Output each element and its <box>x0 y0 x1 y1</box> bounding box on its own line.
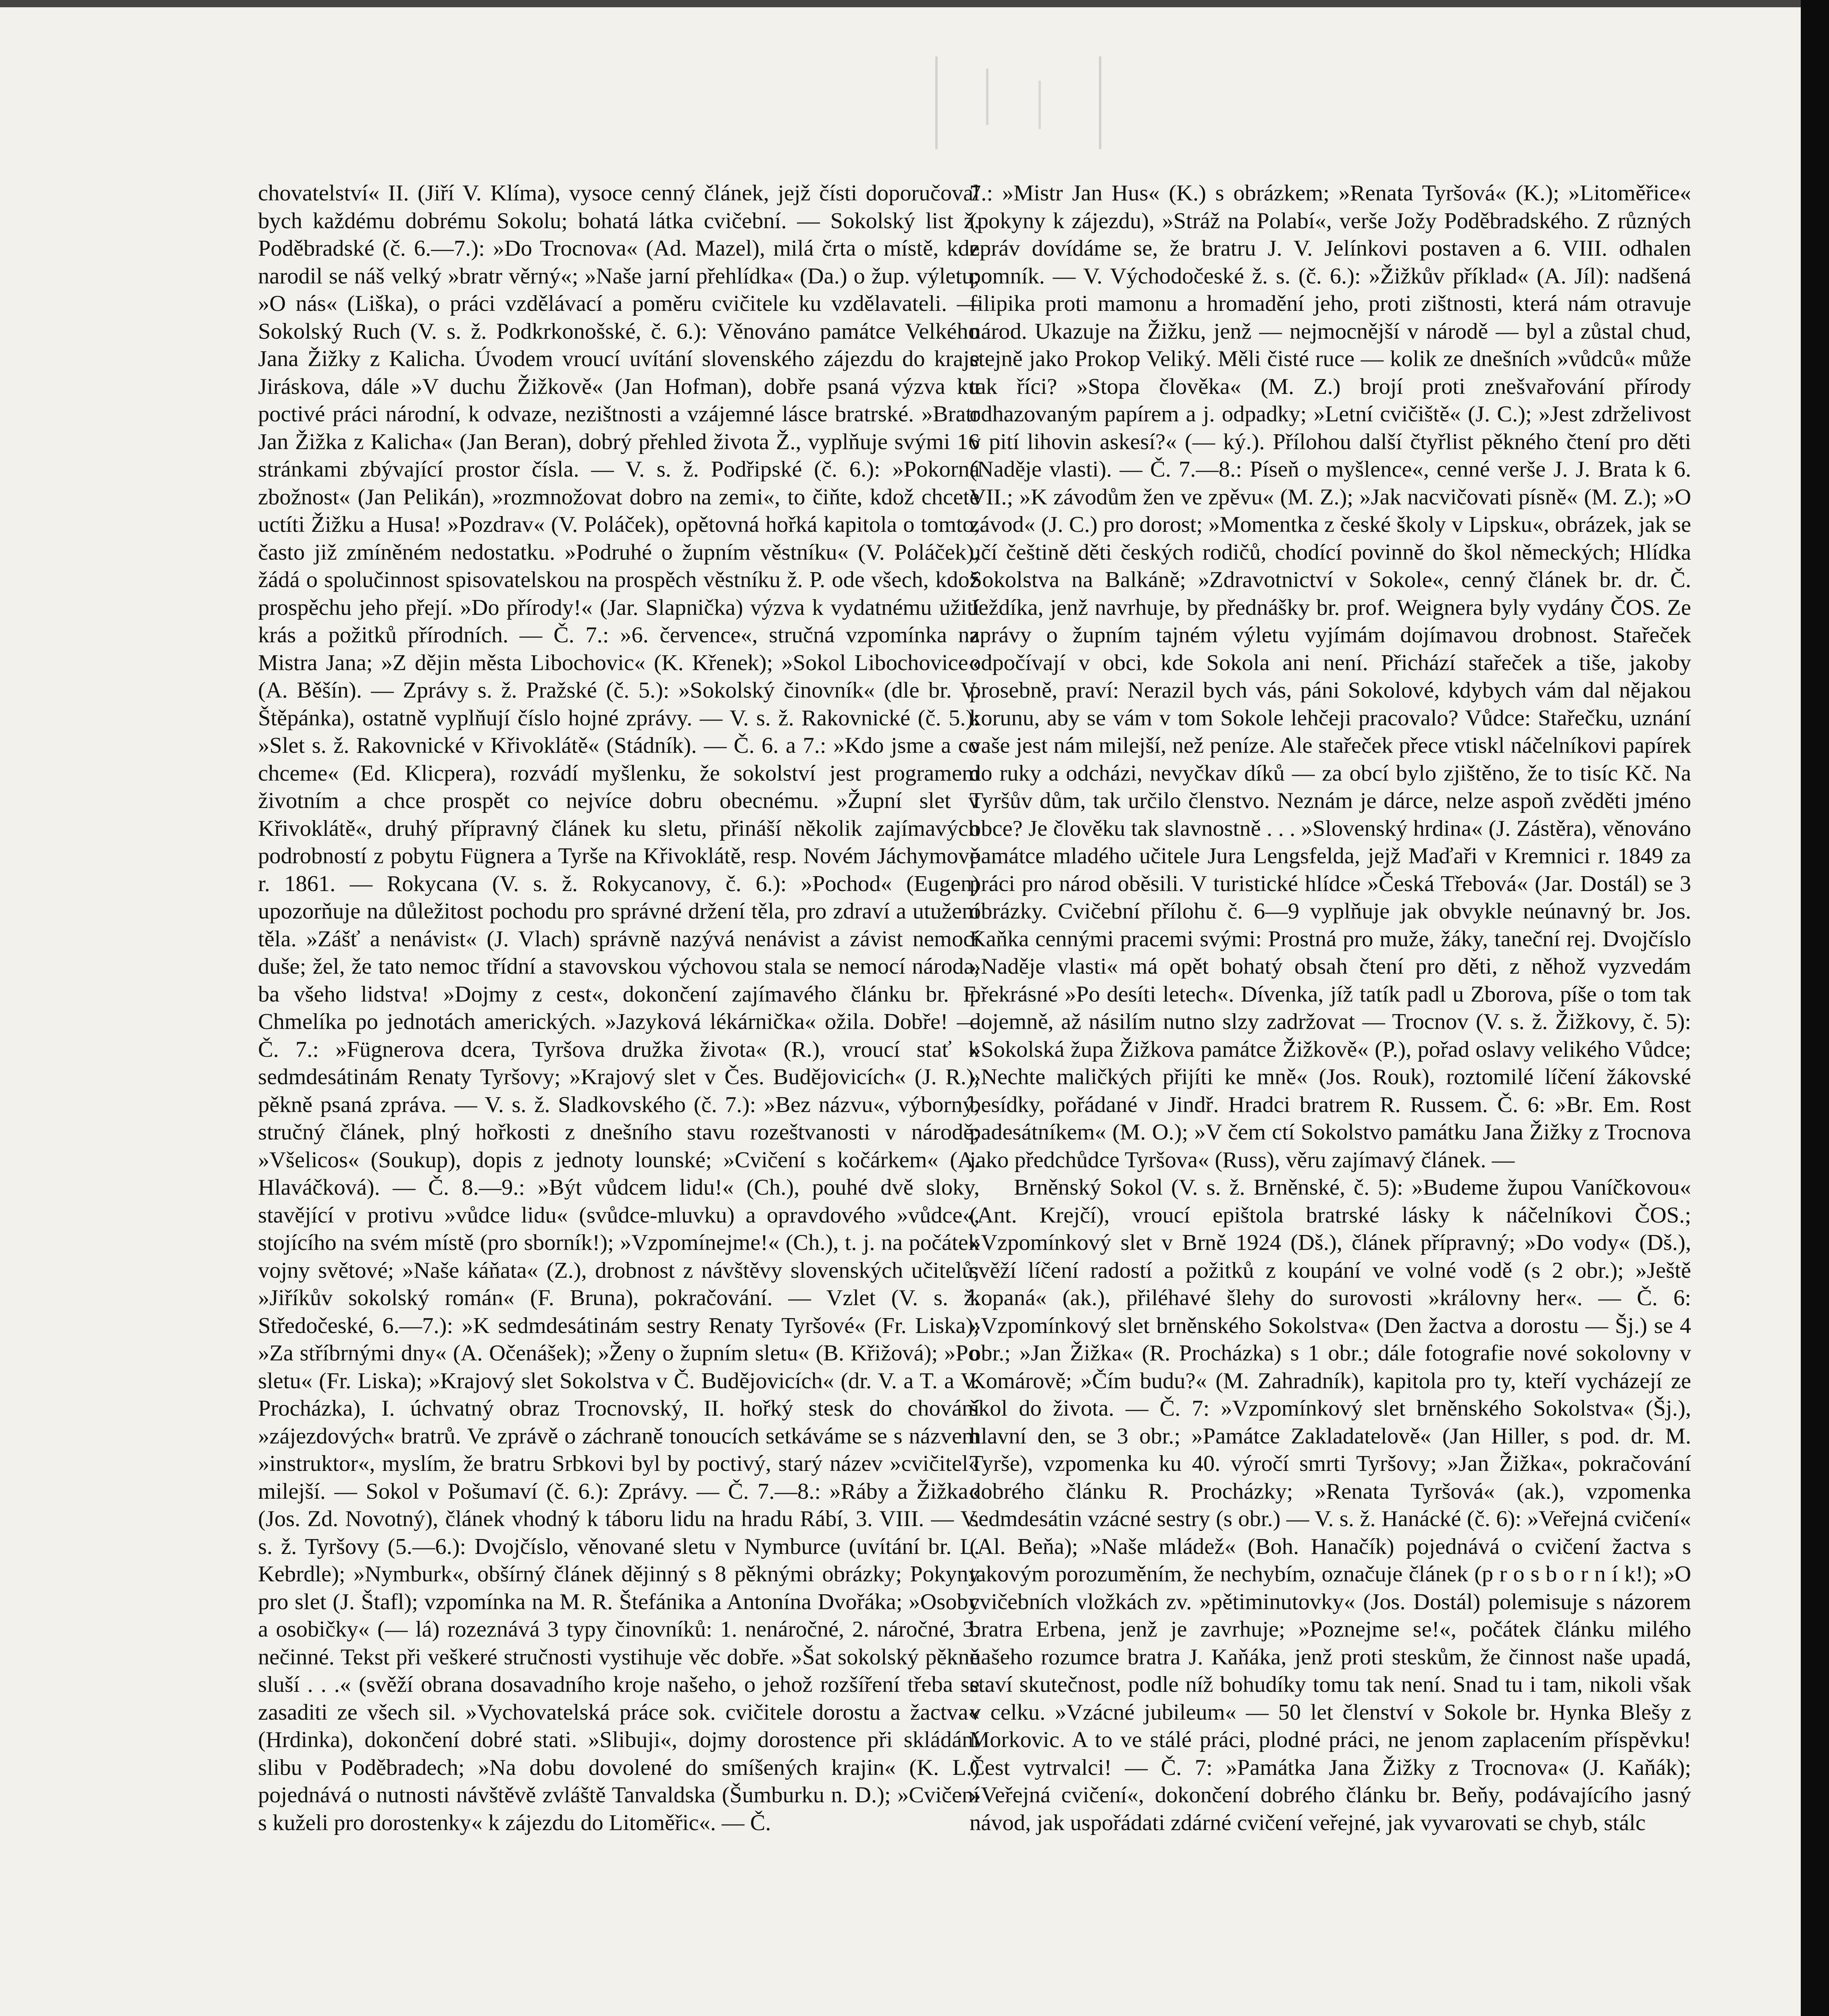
left-column <box>258 179 980 2016</box>
right-column-paragraph: 7.: »Mistr Jan Hus« (K.) s obrázkem; »Renata Tyršová« (K.); »Litoměřice« (pokyny k zájezdu), »Stráž na Polabí«, verše Jožy Poděbradského. Z různých zpráv dovídáme se, že bratru J. V. Jelínkovi postaven a 6. VIII. odhalen pomník. — V. Východočeské ž. s. (č. 6.): »Žižkův příklad« (A. Jíl): nadšená filipika proti mamonu a hromadění jeho, proti zištnosti, která nám otravuje národ. Ukazuje na Žižku, jenž — nejmocnější v národě — byl a zůstal chud, stejně jako Prokop Veliký. Měli čisté ruce — kolik ze dnešních »vůdců« může tak říci? »Stopa člověka« (M. Z.) brojí proti znešvařování přírody odhazovaným papírem a j. odpadky; »Letní cvičiště« (J. C.); »Jest zdrželivost v pití lihovin askesí?« (— ký.). Přílohou další čtyřlist pěkného čtení pro děti (Naděje vlasti). — Č. 7.—8.: Píseň o myšlence«, cenné verše J. J. Brata k 6. VII.; »K závodům žen ve zpěvu« (M. Z.); »Jak nacvičovati písně« (M. Z.); »O závod« (J. C.) pro dorost; »Momentka z české školy v Lipsku«, obrázek, jak se učí češtině děti českých rodičů, chodící povinně do škol německých; Hlídka Sokolstva na Balkáně; »Zdravotnictví v Sokole«, cenný článek br. dr. Č. Ježdíka, jenž navrhuje, by přednášky br. prof. Weignera byly vydány ČOS. Ze zprávy o župním tajném výletu vyjímám dojímavou drobnost. Stařeček odpočívají v obci, kde Sokola ani není. Přichází stařeček a tiše, jakoby prosebně, praví: Nerazil bych vás, páni Sokolové, kdybych vám dal nějakou korunu, aby se vám v tom Sokole lehčeji pracovalo? Vůdce: Stařečku, uznání vaše jest nám milejší, než peníze. Ale stařeček přece vtiskl náčelníkovi papírek do ruky a odcházi, nevyčkav díků — za obcí bylo zjištěno, že to tisíc Kč. Na Tyršův dům, tak určilo členstvo. Neznám je dárce, nelze aspoň zvěděti jméno obce? Je člověku tak slavnostně . . . »Slovenský hrdina« (J. Zástěra), věnováno památce mladého učitele Jura Lengsfelda, jejž Maďaři v Kremnici r. 1849 za práci pro národ oběsili. V turistické hlídce »Česká Třebová« (Jar. Dostál) se 3 obrázky. Cvičební přílohu č. 6—9 vyplňuje jak obvykle neúnavný br. Jos. Kaňka cennými pracemi svými: Prostná pro muže, žáky, taneční rej. Dvojčíslo »Naděje vlasti« má opět bohatý obsah čtení pro děti, z něhož vyzvedám překrásné »Po desíti letech«. Dívenka, jíž tatík padl u Zborova, píše o tom tak dojemně, až násilím nutno slzy zadržovat — Trocnov (V. s. ž. Žižkovy, č. 5): »Sokolská župa Žižkova památce Žižkově« (P.), pořad oslavy velikého Vůdce; »Nechte maličkých přijíti ke mně« (Jos. Rouk), roztomilé líčení žákovské besídky, pořádané v Jindř. Hradci bratrem R. Russem. Č. 6: »Br. Em. Rost padesátníkem« (M. O.); »V čem ctí Sokolstvo památku Jana Žižky z Trocnova jako předchůdce Tyršova« (Russ), věru zajímavý článek. — <box>970 181 1691 1173</box>
right-column-paragraph: Brněnský Sokol (V. s. ž. Brněnské, č. 5): »Budeme župou Vaníčkovou« (Ant. Krejčí), vroucí epištola bratrské lásky k náčelníkovi ČOS.; »Vzpomínkový slet v Brně 1924 (Dš.), článek přípravný; »Do vody« (Dš.), svěží líčení radostí a požitků z koupání ve volné vodě (s 2 obr.); »Ještě kopaná« (ak.), přiléhavé šlehy do surovosti »královny her«. — Č. 6: »Vzpomínkový slet brněnského Sokolstva« (Den žactva a dorostu — Šj.) se 4 obr.; »Jan Žižka« (R. Procházka) s 1 obr.; dále fotografie nové sokolovny v Komárově; »Čím budu?« (M. Zahradník), kapitola pro ty, kteří vycházejí ze škol do života. — Č. 7: »Vzpomínkový slet brněnského Sokolstva« (Šj.), hlavní den, se 3 obr.; »Památce Zakladatelově« (Jan Hiller, s pod. dr. M. Tyrše), vzpomenka ku 40. výročí smrti Tyršovy; »Jan Žižka«, pokračování dobrého článku R. Procházky; »Renata Tyršová« (ak.), vzpomenka sedmdesátin vzácné sestry (s obr.) — V. s. ž. Hanácké (č. 6): »Veřejná cvičení« (Al. Beňa); »Naše mládež« (Boh. Hanačík) pojednává o cvičení žactva s takovým porozuměním, že nechybím, označuje článek (p r o s b o r n í k!); »O cvičebních vložkách zv. »pětiminutovky« (Jos. Dostál) polemisuje s názorem bratra Erbena, jenž je zavrhuje; »Poznejme se!«, počátek článku milého našeho rozumce bratra J. Kaňáka, jenž proti steskům, že činnost naše upadá, staví skutečnost, podle níž bohudíky tomu tak není. Snad tu i tam, nikoli však v celku. »Vzácné jubileum« — 50 let členství v Sokole br. Hynka Blešy z Morkovic. A to ve stálé práci, plodné práci, ne jenom zaplacením příspěvku! Čest vytrvalci! — Č. 7: »Památka Jana Žižky z Trocnova« (J. Kaňák); »Veřejná cvičení«, dokončení dobrého článku br. Beňy, podávajícího jasný návod, jak uspořádati zdárné cvičení veřejné, jak vyvarovati se chyb, stálc <box>970 1175 1691 1835</box>
library-stamp-mark <box>935 56 1101 149</box>
right-column <box>970 179 1691 2016</box>
scan-edge-right <box>1801 0 1829 2016</box>
scan-edge-top <box>0 0 1829 7</box>
left-column-paragraph: chovatelství« II. (Jiří V. Klíma), vysoce cenný článek, jejž čísti doporučoval bych každému dobrému Sokolu; bohatá látka cvičební. — Sokolský list ž. Poděbradské (č. 6.—7.): »Do Trocnova« (Ad. Mazel), milá črta o místě, kde narodil se náš velký »bratr věrný«; »Naše jarní přehlídka« (Da.) o žup. výletu; »O nás« (Liška), o práci vzdělávací a poměru cvičitele ku vzdělavateli. — Sokolský Ruch (V. s. ž. Podkrkonošské, č. 6.): Věnováno památce Velkého Jana Žižky z Kalicha. Úvodem vroucí uvítání slovenského zájezdu do kraje Jiráskova, dále »V duchu Žižkově« (Jan Hofman), dobře psaná výzva ku poctivé práci národní, k odvaze, nezištnosti a vzájemné lásce bratrské. »Bratr Jan Žižka z Kalicha« (Jan Beran), dobrý přehled života Ž., vyplňuje svými 16 stránkami zbývající prostor čísla. — V. s. ž. Podřipské (č. 6.): »Pokorná zbožnost« (Jan Pelikán), »rozmnožovat dobro na zemi«, to čiňte, kdož chcete uctíti Žižku a Husa! »Pozdrav« (V. Poláček), opětovná hořká kapitola o tomto, často již zmíněném nedostatku. »Podruhé o župním věstníku« (V. Poláček), žádá o spolučinnost spisovatelskou na prospěch věstníku ž. P. ode všech, kdož prospěchu jeho přejí. »Do přírody!« (Jar. Slapnička) výzva k vydatnému užití krás a požitků přírodních. — Č. 7.: »6. července«, stručná vzpomínka na Mistra Jana; »Z dějin města Libochovic« (K. Křenek); »Sokol Libochovice« (A. Běšín). — Zprávy s. ž. Pražské (č. 5.): »Sokolský činovník« (dle br. V. Štěpánka), ostatně vyplňují číslo hojné zprávy. — V. s. ž. Rakovnické (č. 5.): »Slet s. ž. Rakovnické v Křivoklátě« (Stádník). — Č. 6. a 7.: »Kdo jsme a co chceme« (Ed. Klicpera), rozvádí myšlenku, že sokolství jest programem životním a chce prospět co nejvíce dobru obecnému. »Župní slet v Křivoklátě«, druhý přípravný článek ku sletu, přináší několik zajímavých podrobností z pobytu Fügnera a Tyrše na Křivoklátě, resp. Novém Jáchymově r. 1861. — Rokycana (V. s. ž. Rokycanovy, č. 6.): »Pochod« (Eugen) upozorňuje na důležitost pochodu pro správné držení těla, pro zdraví a utužení těla. »Zášť a nenávist« (J. Vlach) správně nazývá nenávist a závist nemocí duše; žel, že tato nemoc třídní a stavovskou výchovou stala se nemocí národa, ba všeho lidstva! »Dojmy z cest«, dokončení zajímavého článku br. F. Chmelíka po jednotách amerických. »Jazyková lékárnička« ožila. Dobře! — Č. 7.: »Fügnerova dcera, Tyršova družka života« (R.), vroucí stať k sedmdesátinám Renaty Tyršovy; »Krajový slet v Čes. Budějovicích« (J. R.), pěkně psaná zpráva. — V. s. ž. Sladkovského (č. 7.): »Bez názvu«, výborný, stručný článek, plný hořkosti z dnešního stavu rozeštvanosti v národě; »Všelicos« (Soukup), dopis z jednoty lounské; »Cvičení s kočárkem« (A. Hlaváčková). — Č. 8.—9.: »Být vůdcem lidu!« (Ch.), pouhé dvě sloky, stavějící v protivu »vůdce lidu« (svůdce-mluvku) a opravdového »vůdce«, stojícího na svém místě (pro sborník!); »Vzpomínejme!« (Ch.), t. j. na počátek vojny světové; »Naše káňata« (Z.), drobnost z návštěvy slovenských učitelů; »Jiříkův sokolský román« (F. Bruna), pokračování. — Vzlet (V. s. ž. Středočeské, 6.—7.): »K sedmdesátinám sestry Renaty Tyršové« (Fr. Liska); »Za stříbrnými dny« (A. Očenášek); »Ženy o župním sletu« (B. Křižová); »Po sletu« (Fr. Liska); »Krajový slet Sokolstva v Č. Budějovicích« (dr. V. a T. a V. Procházka), I. úchvatný obraz Trocnovský, II. hořký stesk do chování »zájezdových« bratrů. Ve zprávě o záchraně tonoucích setkáváme se s názvem »instruktor«, myslím, že bratru Srbkovi byl by poctivý, starý název »cvičitel« milejší. — Sokol v Pošumaví (č. 6.): Zprávy. — Č. 7.—8.: »Ráby a Žižka« (Jos. Zd. Novotný), článek vhodný k táboru lidu na hradu Rábí, 3. VIII. — V. s. ž. Tyršovy (5.—6.): Dvojčíslo, věnované sletu v Nymburce (uvítání br. L. Kebrdle); »Nymburk«, obšírný článek dějinný s 8 pěknými obrázky; Pokyny pro slet (J. Štafl); vzpomínka na M. R. Štefánika a Antonína Dvořáka; »Osoby a osobičky« (— lá) rozeznává 3 typy činovníků: 1. nenáročné, 2. náročné, 3. nečinné. Tekst při veškeré stručnosti vystihuje věc dobře. »Šat sokolský pěkně sluší . . .« (svěží obrana dosavadního kroje našeho, o jehož rozšíření třeba se zasaditi ze všech sil. »Vychovatelská práce sok. cvičitele dorostu a žactva« (Hrdinka), dokončení dobré stati. »Slibuji«, dojmy dorostence při skládání slibu v Poděbradech; »Na dobu dovolené do smíšených krajin« (K. L.) pojednává o nutnosti návštěvě zvláště Tanvaldska (Šumburku n. D.); »Cvičení s kuželi pro dorostenky« k zájezdu do Litoměřic«. — Č. <box>258 181 980 1835</box>
